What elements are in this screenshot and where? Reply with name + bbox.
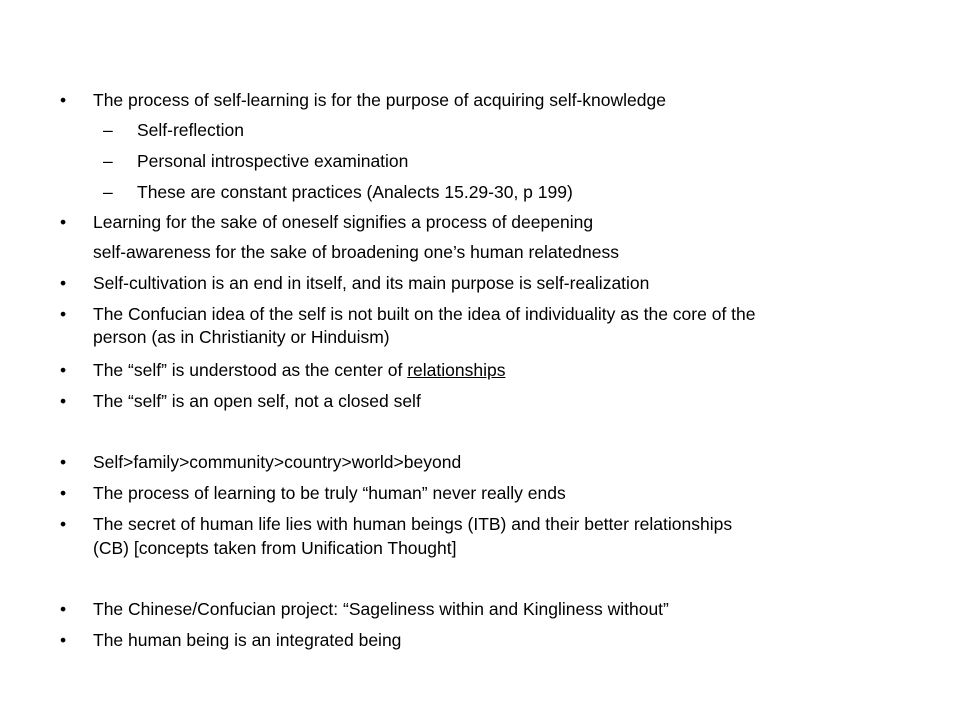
bullet-marker: • xyxy=(60,630,67,650)
dash-marker: – xyxy=(103,120,113,140)
bullet-marker: • xyxy=(60,514,67,534)
bullet-text-continuation: person (as in Christianity or Hinduism) xyxy=(93,327,390,347)
bullet-text-prefix: The “self” is understood as the center of xyxy=(93,360,408,380)
bullet-text xyxy=(93,360,505,380)
bullet-text: The secret of human life lies with human beings (ITB) and their better relationships xyxy=(93,514,733,534)
sub-bullet-text: These are constant practices (Analects 15.29-30, p 199) xyxy=(137,182,573,202)
bullet-text: The human being is an integrated being xyxy=(93,630,402,650)
bullet-marker: • xyxy=(60,599,67,619)
bullet-text: The “self” is an open self, not a closed self xyxy=(93,391,421,411)
bullet-text-continuation: (CB) [concepts taken from Unification Thought] xyxy=(93,538,457,558)
bullet-marker: • xyxy=(60,212,67,232)
bullet-marker: • xyxy=(60,483,67,503)
bullet-text: Self-cultivation is an end in itself, and its main purpose is self-realization xyxy=(93,273,650,293)
sub-bullet-text: Personal introspective examination xyxy=(137,151,409,171)
bullet-text: Learning for the sake of oneself signifies a process of deepening xyxy=(93,212,594,232)
bullet-marker: • xyxy=(60,90,67,110)
bullet-text: The process of learning to be truly “human” never really ends xyxy=(93,483,566,503)
dash-marker: – xyxy=(103,182,113,202)
relationships-link[interactable]: relationships xyxy=(407,360,506,380)
bullet-marker: • xyxy=(60,360,67,380)
dash-marker: – xyxy=(103,151,113,171)
bullet-text: The process of self-learning is for the purpose of acquiring self-knowledge xyxy=(93,90,666,110)
bullet-marker: • xyxy=(60,452,67,472)
sub-bullet-text: Self-reflection xyxy=(137,120,244,140)
bullet-marker: • xyxy=(60,391,67,411)
bullet-text: The Chinese/Confucian project: “Sageliness within and Kingliness without” xyxy=(93,599,669,619)
bullet-marker: • xyxy=(60,304,67,324)
bullet-text: Self>family>community>country>world>beyond xyxy=(93,452,462,472)
bullet-text-continuation: self-awareness for the sake of broadening one’s human relatedness xyxy=(93,242,619,262)
bullet-text: The Confucian idea of the self is not built on the idea of individuality as the core of the xyxy=(93,304,756,324)
bullet-marker: • xyxy=(60,273,67,293)
